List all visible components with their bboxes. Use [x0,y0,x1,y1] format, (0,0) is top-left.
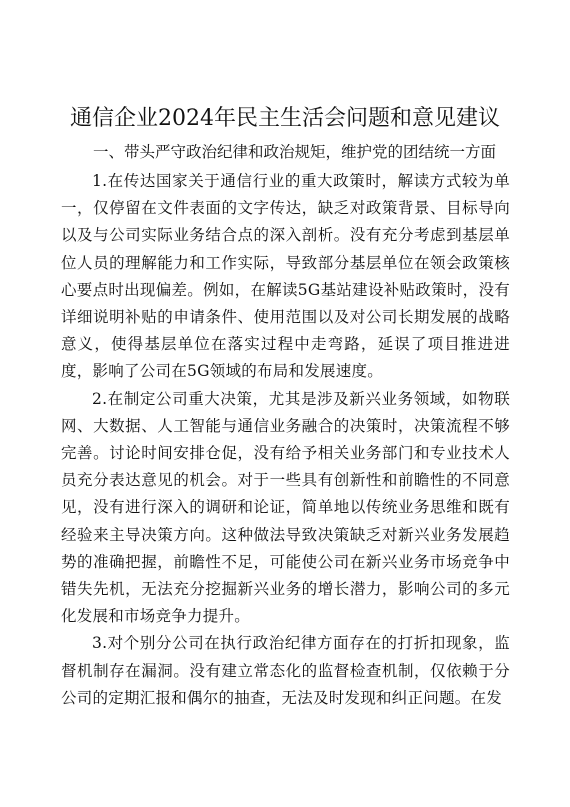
paragraph-3: 3.对个别分公司在执行政治纪律方面存在的打折扣现象，监督机制存在漏洞。没有建立常态化的监督检查机制，仅依赖于分公司的定期汇报和偶尔的抽查，无法及时发现和纠正问题。在发 [61,634,510,707]
section-heading: 一、带头严守政治纪律和政治规矩，维护党的团结统一方面 [93,143,497,161]
document-body [61,137,510,712]
paragraph-1: 1.在传达国家关于通信行业的重大政策时，解读方式较为单一，仅停留在文件表面的文字传达，缺乏对政策背景、目标导向以及与公司实际业务结合点的深入剖析。没有充分考虑到基层单位人员的理解能力和工作实际，导致部分基层单位在领会政策核心要点时出现偏差。例如，在解读5G基站建设补贴政策时，没有详细说明补贴的申请条件、使用范围以及对公司长期发展的战略意义，使得基层单位在落实过程中走弯路，延误了项目推进进度，影响了公司在5G领域的布局和发展速度。 [61,172,510,381]
paragraph-2: 2.在制定公司重大决策，尤其是涉及新兴业务领域，如物联网、大数据、人工智能与通信业务融合的决策时，决策流程不够完善。讨论时间安排仓促，没有给予相关业务部门和专业技术人员充分表达意见的机会。对于一些具有创新性和前瞻性的不同意见，没有进行深入的调研和论证，简单地以传统业务思维和既有经验来主导决策方向。这种做法导致决策缺乏对新兴业务发展趋势的准确把握，前瞻性不足，可能使公司在新兴业务市场竞争中错失先机，无法充分挖掘新兴业务的增长潜力，影响公司的多元化发展和市场竞争力提升。 [61,389,510,626]
document-title: 通信企业2024年民主生活会问题和意见建议 [70,106,500,131]
